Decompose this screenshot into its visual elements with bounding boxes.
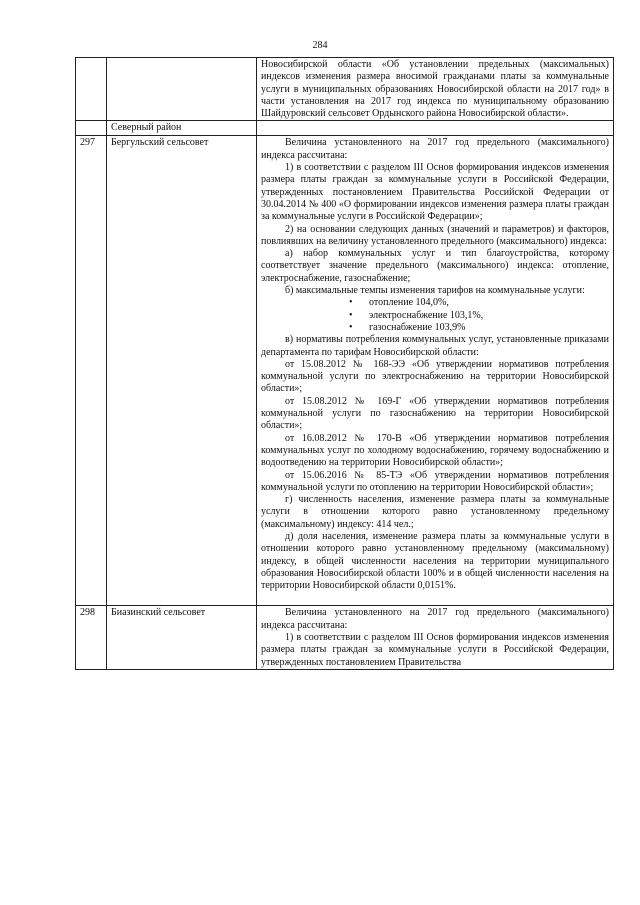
table-row-297 [76,136,614,606]
page-number: 284 [312,40,328,51]
order-paragraph: от 16.08.2012 № 170-В «Об утверждении нормативов потребления коммунальных услуг по холодному водоснабжению, горячему водоснабжению и водоотведению на территории Новосибирской области»; [261,432,609,469]
section-header: Северный район [107,121,257,136]
intro-paragraph: Величина установленного на 2017 год предельного (максимального) индекса рассчитана: [261,607,609,631]
order-paragraph: от 15.08.2012 № 168-ЭЭ «Об утверждении нормативов потребления коммунальной услуги по электроснабжению на территории Новосибирской области»; [261,358,609,395]
description-cell [257,136,614,606]
paragraph-d: д) доля населения, изменение размера платы за коммунальные услуги в отношении которого равно установленному предельному (максимальному) индексу, в общей численности населения на территории муниципального образования Новосибирской области 100% и в общей численности населения на территории Новосибирской области 0,0151%. [261,530,609,592]
description-cell [257,121,614,136]
paragraph-a: а) набор коммунальных услуг и тип благоустройства, которому соответствует значение предельного (максимального) индекса: отопление, электроснабжение, газоснабжение; [261,248,609,284]
intro-paragraph: Величина установленного на 2017 год предельного (максимального) индекса рассчитана: [261,137,609,161]
municipality-name: Биазинский сельсовет [107,606,257,669]
paragraph-b: б) максимальные темпы изменения тарифов на коммунальные услуги: [285,285,585,297]
paragraph-v: в) нормативы потребления коммунальных услуг, установленные приказами департамента по тарифам Новосибирской области: [261,334,609,358]
row-number-cell [76,58,107,121]
paragraph-1: 1) в соответствии с разделом III Основ формирования индексов изменения размера платы граждан за коммунальные услуги в Российской Федерации, утвержденных постановлением Правительства [261,632,609,668]
paragraph-2: 2) на основании следующих данных (значений и параметров) и факторов, повлиявших на величину установленного предельного (максимального) индекса: [261,223,609,247]
list-item: • газоснабжение 103,9% [261,322,609,334]
description-cell [257,606,614,669]
municipality-name: Бергульский сельсовет [107,136,257,606]
list-item: • электроснабжение 103,1%, [261,310,609,322]
list-item: • отопление 104,0%, [261,297,609,309]
order-paragraph: от 15.08.2012 № 169-Г «Об утверждении нормативов потребления коммунальной услуги по газоснабжению на территории Новосибирской области»; [261,395,609,432]
table-row-298 [76,606,614,669]
order-paragraph: от 15.06.2016 № 85-ТЭ «Об утверждении нормативов потребления коммунальной услуги по отоплению на территории Новосибирской области»; [261,469,609,493]
description-cell [257,58,614,121]
index-table [75,57,614,670]
tariff-list [261,297,609,334]
row-number: 297 [76,136,107,606]
row-number-cell [76,121,107,136]
municipality-cell [107,58,257,121]
continuation-text: Новосибирской области «Об установлении предельных (максимальных) индексов изменения размера вносимой гражданами платы за коммунальные услуги в муниципальных образованиях Новосибирской области на 2017 год» в части установления на 2017 год индекса по муниципальному образованию Шайдуровский сельсовет Ордынского района Новосибирской области». [261,59,609,120]
table-row-section-header [76,121,614,136]
paragraph-1: 1) в соответствии с разделом III Основ формирования индексов изменения размера платы граждан за коммунальные услуги в Российской Федерации, утвержденных постановлением Правительства Российской Федерации от 30.04.2014 № 400 «О формировании индексов изменения размера платы граждан за коммунальные услуги в Российской Федерации»; [261,162,609,223]
row-number: 298 [76,606,107,669]
table-row-continuation [76,58,614,121]
paragraph-g: г) численность населения, изменение размера платы за коммунальные услуги в отношении которого равно установленному предельному (максимальному) индексу: 414 чел.; [261,494,609,530]
